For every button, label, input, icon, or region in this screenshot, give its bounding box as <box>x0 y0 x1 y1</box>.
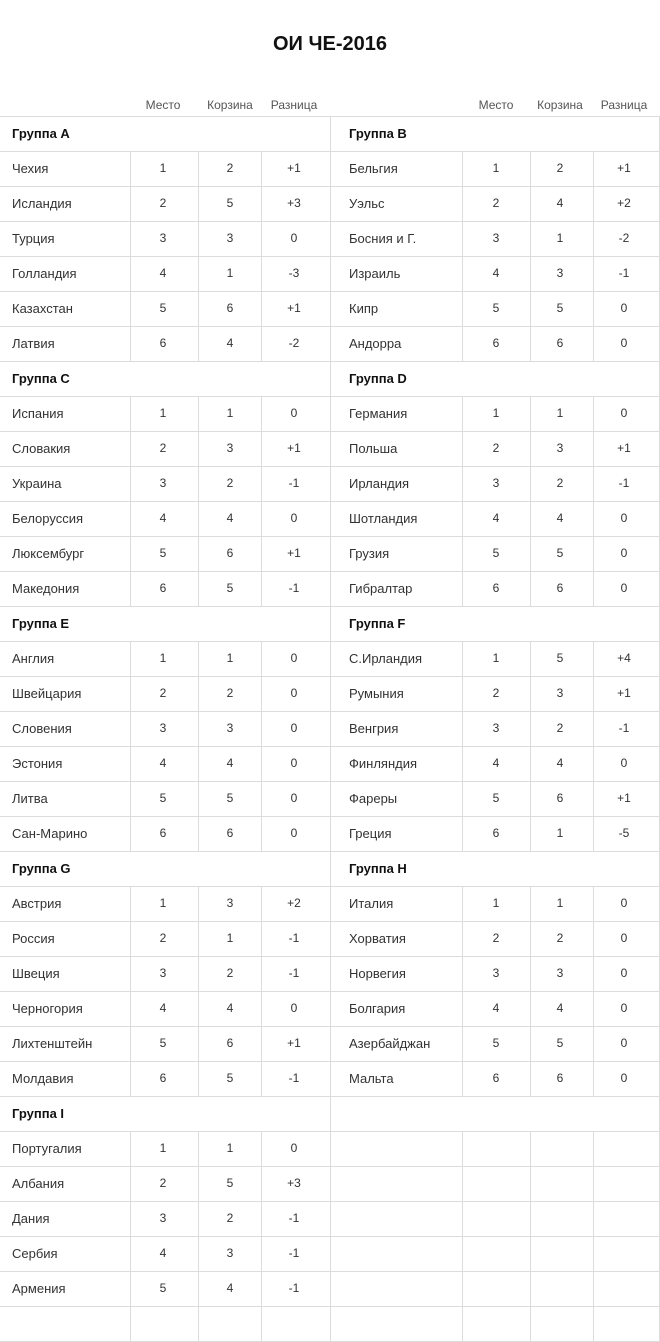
team-name: Россия <box>12 931 55 946</box>
team-name: С.Ирландия <box>349 651 423 666</box>
team-place: 6 <box>159 1071 167 1085</box>
team-diff: -1 <box>288 1281 300 1295</box>
column-divider <box>593 886 594 1096</box>
team-diff: 0 <box>290 721 298 735</box>
team-pot: 5 <box>556 1036 564 1050</box>
team-diff: 0 <box>620 1001 628 1015</box>
team-diff: 0 <box>620 406 628 420</box>
team-pot: 5 <box>226 791 234 805</box>
column-divider <box>530 151 531 361</box>
team-name: Греция <box>349 826 392 841</box>
team-place: 2 <box>159 931 167 945</box>
team-place: 6 <box>492 336 500 350</box>
team-pot: 2 <box>226 686 234 700</box>
team-diff: +4 <box>617 651 631 665</box>
group-title: Группа G <box>12 861 71 876</box>
column-header-pot: Корзина <box>207 98 253 112</box>
team-place: 1 <box>492 161 500 175</box>
team-diff: -2 <box>288 336 300 350</box>
team-diff: -1 <box>288 1246 300 1260</box>
column-divider <box>261 641 262 851</box>
column-divider <box>593 1131 594 1341</box>
column-divider <box>530 1131 531 1341</box>
team-diff: 0 <box>290 511 298 525</box>
team-diff: 0 <box>290 791 298 805</box>
team-diff: -1 <box>288 581 300 595</box>
team-pot: 5 <box>226 1071 234 1085</box>
group-title: Группа H <box>349 861 407 876</box>
column-divider <box>130 151 131 361</box>
team-place: 4 <box>492 266 500 280</box>
team-diff: +1 <box>617 791 631 805</box>
team-place: 5 <box>159 791 167 805</box>
team-name: Люксембург <box>12 546 85 561</box>
team-diff: +2 <box>287 896 301 910</box>
team-diff: +2 <box>617 196 631 210</box>
column-divider <box>593 396 594 606</box>
team-pot: 4 <box>556 756 564 770</box>
team-name: Сербия <box>12 1246 58 1261</box>
team-name: Швеция <box>12 966 60 981</box>
team-name: Англия <box>12 651 55 666</box>
group-title: Группа A <box>12 126 70 141</box>
team-place: 2 <box>159 1176 167 1190</box>
team-diff: -1 <box>618 476 630 490</box>
team-place: 6 <box>159 581 167 595</box>
team-name: Андорра <box>349 336 402 351</box>
column-header-pot: Корзина <box>537 98 583 112</box>
column-divider <box>198 641 199 851</box>
team-name: Азербайджан <box>349 1036 431 1051</box>
column-divider <box>261 886 262 1096</box>
team-place: 5 <box>159 546 167 560</box>
team-place: 3 <box>159 721 167 735</box>
team-pot: 4 <box>556 511 564 525</box>
team-diff: 0 <box>620 581 628 595</box>
team-pot: 5 <box>226 581 234 595</box>
team-place: 4 <box>159 511 167 525</box>
team-pot: 6 <box>556 336 564 350</box>
team-place: 5 <box>492 301 500 315</box>
team-place: 1 <box>159 651 167 665</box>
team-name: Хорватия <box>349 931 406 946</box>
team-pot: 1 <box>556 231 564 245</box>
team-place: 1 <box>159 1141 167 1155</box>
team-pot: 6 <box>556 791 564 805</box>
team-name: Молдавия <box>12 1071 74 1086</box>
column-divider <box>198 151 199 361</box>
team-place: 1 <box>492 406 500 420</box>
team-name: Италия <box>349 896 394 911</box>
team-name: Голландия <box>12 266 77 281</box>
team-pot: 6 <box>226 301 234 315</box>
team-place: 2 <box>492 686 500 700</box>
team-diff: +1 <box>617 686 631 700</box>
team-name: Македония <box>12 581 80 596</box>
team-diff: 0 <box>620 546 628 560</box>
column-divider <box>462 1131 463 1341</box>
group-title: Группа I <box>12 1106 65 1121</box>
team-pot: 5 <box>556 651 564 665</box>
team-pot: 1 <box>226 651 234 665</box>
team-place: 6 <box>159 336 167 350</box>
team-place: 1 <box>159 896 167 910</box>
team-name: Словакия <box>12 441 71 456</box>
column-divider <box>593 641 594 851</box>
team-name: Исландия <box>12 196 72 211</box>
group-title: Группа B <box>349 126 407 141</box>
team-diff: 0 <box>290 651 298 665</box>
team-diff: +1 <box>287 441 301 455</box>
team-diff: -1 <box>288 476 300 490</box>
team-diff: 0 <box>620 966 628 980</box>
team-place: 5 <box>159 1281 167 1295</box>
team-diff: 0 <box>290 406 298 420</box>
team-pot: 2 <box>556 476 564 490</box>
team-name: Черногория <box>12 1001 83 1016</box>
team-diff: 0 <box>620 756 628 770</box>
team-diff: +1 <box>287 1036 301 1050</box>
team-pot: 5 <box>226 196 234 210</box>
column-header-place: Место <box>145 98 181 112</box>
column-divider <box>462 641 463 851</box>
team-place: 2 <box>159 686 167 700</box>
team-pot: 1 <box>556 896 564 910</box>
team-place: 3 <box>492 721 500 735</box>
team-diff: -1 <box>288 931 300 945</box>
column-divider <box>198 1131 199 1341</box>
team-name: Дания <box>12 1211 50 1226</box>
column-divider <box>261 151 262 361</box>
team-pot: 2 <box>226 161 234 175</box>
team-pot: 3 <box>226 1246 234 1260</box>
panel-divider <box>330 116 331 1341</box>
team-name: Швейцария <box>12 686 82 701</box>
team-pot: 5 <box>226 1176 234 1190</box>
team-pot: 5 <box>556 301 564 315</box>
column-divider <box>130 396 131 606</box>
team-place: 2 <box>492 441 500 455</box>
team-pot: 3 <box>556 686 564 700</box>
team-place: 5 <box>159 1036 167 1050</box>
team-place: 3 <box>492 231 500 245</box>
team-place: 6 <box>492 581 500 595</box>
team-name: Шотландия <box>349 511 418 526</box>
team-name: Финляндия <box>349 756 418 771</box>
column-divider <box>130 1131 131 1341</box>
team-name: Кипр <box>349 301 379 316</box>
team-place: 1 <box>492 651 500 665</box>
team-diff: 0 <box>290 231 298 245</box>
team-diff: +1 <box>617 441 631 455</box>
team-place: 2 <box>159 196 167 210</box>
team-place: 4 <box>159 756 167 770</box>
team-name: Латвия <box>12 336 55 351</box>
team-place: 6 <box>492 1071 500 1085</box>
team-diff: 0 <box>290 1001 298 1015</box>
team-diff: 0 <box>290 1141 298 1155</box>
column-divider <box>462 151 463 361</box>
group-title: Группа D <box>349 371 407 386</box>
team-pot: 6 <box>556 1071 564 1085</box>
team-name: Ирландия <box>349 476 410 491</box>
team-name: Албания <box>12 1176 65 1191</box>
team-pot: 6 <box>226 1036 234 1050</box>
team-pot: 4 <box>226 336 234 350</box>
column-divider <box>198 886 199 1096</box>
team-pot: 1 <box>226 931 234 945</box>
team-place: 4 <box>492 511 500 525</box>
team-diff: 0 <box>290 826 298 840</box>
team-pot: 6 <box>556 581 564 595</box>
team-diff: +1 <box>617 161 631 175</box>
team-pot: 2 <box>226 1211 234 1225</box>
group-title: Группа C <box>12 371 70 386</box>
team-place: 3 <box>159 1211 167 1225</box>
team-pot: 2 <box>556 931 564 945</box>
column-divider <box>593 151 594 361</box>
team-diff: -1 <box>288 1211 300 1225</box>
team-diff: 0 <box>620 896 628 910</box>
column-header-diff: Разница <box>270 98 318 112</box>
team-name: Болгария <box>349 1001 406 1016</box>
team-name: Украина <box>12 476 62 491</box>
team-place: 4 <box>492 756 500 770</box>
team-diff: 0 <box>290 756 298 770</box>
team-name: Германия <box>349 406 408 421</box>
team-diff: +1 <box>287 301 301 315</box>
team-place: 3 <box>159 966 167 980</box>
team-name: Литва <box>12 791 48 806</box>
team-pot: 2 <box>226 966 234 980</box>
team-place: 5 <box>159 301 167 315</box>
team-name: Фареры <box>349 791 398 806</box>
team-diff: 0 <box>620 336 628 350</box>
team-place: 2 <box>159 441 167 455</box>
page-title: ОИ ЧЕ-2016 <box>272 33 388 55</box>
column-divider <box>261 396 262 606</box>
column-divider <box>198 396 199 606</box>
team-pot: 4 <box>226 756 234 770</box>
team-pot: 4 <box>556 1001 564 1015</box>
team-name: Белоруссия <box>12 511 84 526</box>
team-name: Армения <box>12 1281 66 1296</box>
team-name: Босния и Г. <box>349 231 417 246</box>
team-name: Грузия <box>349 546 390 561</box>
team-diff: 0 <box>620 1071 628 1085</box>
team-pot: 1 <box>556 826 564 840</box>
column-divider <box>462 396 463 606</box>
team-diff: -1 <box>618 266 630 280</box>
group-title: Группа E <box>12 616 70 631</box>
team-pot: 2 <box>556 721 564 735</box>
team-diff: -2 <box>618 231 630 245</box>
team-place: 6 <box>159 826 167 840</box>
team-pot: 3 <box>226 231 234 245</box>
team-place: 3 <box>159 476 167 490</box>
column-divider <box>530 641 531 851</box>
team-pot: 3 <box>226 896 234 910</box>
team-pot: 3 <box>556 266 564 280</box>
team-diff: -5 <box>618 826 630 840</box>
column-divider <box>261 1131 262 1341</box>
team-pot: 4 <box>556 196 564 210</box>
team-name: Чехия <box>12 161 49 176</box>
team-diff: 0 <box>620 1036 628 1050</box>
team-place: 1 <box>159 161 167 175</box>
team-diff: +3 <box>287 196 301 210</box>
column-divider <box>530 396 531 606</box>
team-place: 4 <box>492 1001 500 1015</box>
team-place: 4 <box>159 266 167 280</box>
column-divider <box>130 641 131 851</box>
team-diff: -1 <box>618 721 630 735</box>
team-diff: 0 <box>620 301 628 315</box>
team-pot: 4 <box>226 511 234 525</box>
team-name: Австрия <box>12 896 62 911</box>
team-pot: 1 <box>226 266 234 280</box>
team-name: Мальта <box>349 1071 394 1086</box>
team-place: 3 <box>159 231 167 245</box>
team-name: Уэльс <box>349 196 385 211</box>
column-divider <box>130 886 131 1096</box>
team-pot: 4 <box>226 1001 234 1015</box>
team-name: Португалия <box>12 1141 82 1156</box>
team-pot: 2 <box>226 476 234 490</box>
team-pot: 3 <box>556 966 564 980</box>
team-name: Израиль <box>349 266 401 281</box>
team-name: Польша <box>349 441 398 456</box>
team-name: Испания <box>12 406 64 421</box>
team-name: Лихтенштейн <box>12 1036 93 1051</box>
team-place: 3 <box>492 966 500 980</box>
team-diff: +1 <box>287 161 301 175</box>
team-name: Словения <box>12 721 72 736</box>
team-name: Норвегия <box>349 966 406 981</box>
team-pot: 6 <box>226 826 234 840</box>
group-title: Группа F <box>349 616 406 631</box>
column-header-diff: Разница <box>600 98 648 112</box>
team-name: Турция <box>12 231 55 246</box>
team-name: Эстония <box>12 756 63 771</box>
team-name: Гибралтар <box>349 581 413 596</box>
team-pot: 4 <box>226 1281 234 1295</box>
team-diff: -1 <box>288 966 300 980</box>
team-pot: 3 <box>226 441 234 455</box>
column-divider <box>462 886 463 1096</box>
team-place: 1 <box>159 406 167 420</box>
team-name: Венгрия <box>349 721 399 736</box>
team-place: 3 <box>492 476 500 490</box>
team-pot: 3 <box>556 441 564 455</box>
column-header-place: Место <box>478 98 514 112</box>
team-name: Казахстан <box>12 301 73 316</box>
team-place: 6 <box>492 826 500 840</box>
team-place: 5 <box>492 546 500 560</box>
team-name: Сан-Марино <box>12 826 88 841</box>
column-divider <box>530 886 531 1096</box>
team-place: 5 <box>492 1036 500 1050</box>
team-diff: 0 <box>620 931 628 945</box>
team-name: Румыния <box>349 686 404 701</box>
team-diff: 0 <box>620 511 628 525</box>
team-place: 2 <box>492 931 500 945</box>
team-place: 1 <box>492 896 500 910</box>
team-place: 2 <box>492 196 500 210</box>
team-pot: 1 <box>226 406 234 420</box>
team-diff: -3 <box>288 266 300 280</box>
team-pot: 5 <box>556 546 564 560</box>
team-place: 4 <box>159 1246 167 1260</box>
team-pot: 6 <box>226 546 234 560</box>
team-place: 5 <box>492 791 500 805</box>
team-diff: +3 <box>287 1176 301 1190</box>
team-name: Бельгия <box>349 161 398 176</box>
team-diff: +1 <box>287 546 301 560</box>
team-pot: 1 <box>556 406 564 420</box>
team-pot: 3 <box>226 721 234 735</box>
team-diff: -1 <box>288 1071 300 1085</box>
team-diff: 0 <box>290 686 298 700</box>
team-pot: 2 <box>556 161 564 175</box>
team-pot: 1 <box>226 1141 234 1155</box>
team-place: 4 <box>159 1001 167 1015</box>
